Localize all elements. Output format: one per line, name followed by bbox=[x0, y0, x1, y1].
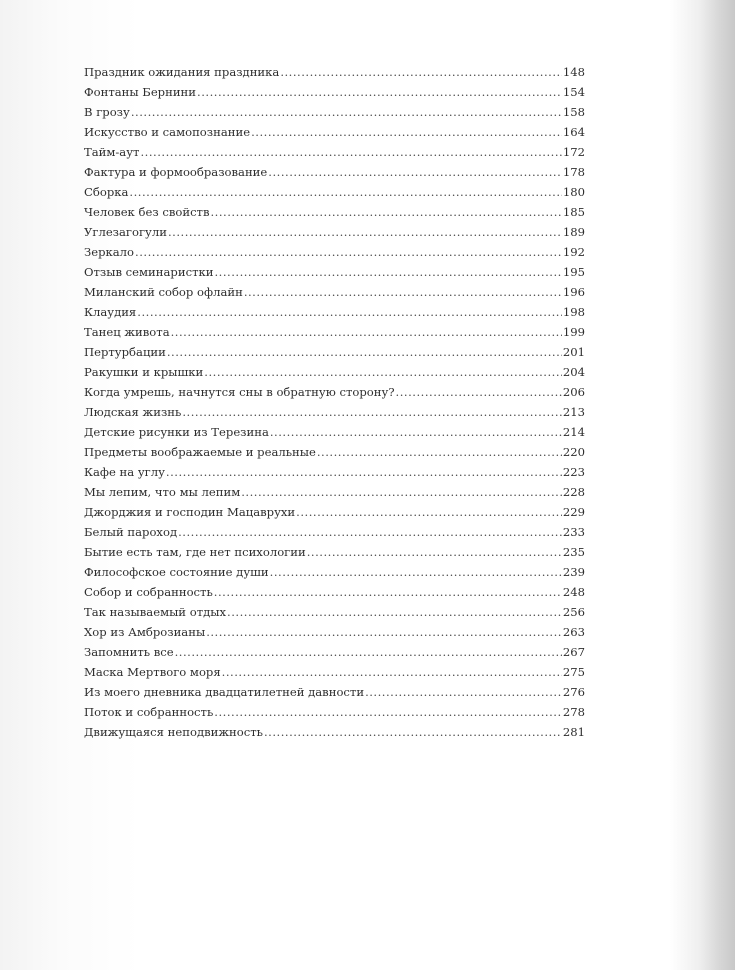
toc-entry bbox=[84, 622, 585, 642]
toc-entry bbox=[84, 462, 585, 482]
toc-entry-page: 275 bbox=[562, 665, 585, 679]
toc-entry-title: Углезагогули bbox=[84, 225, 167, 239]
toc-entry bbox=[84, 62, 585, 82]
dot-leader bbox=[317, 442, 562, 462]
toc-entry-page: 229 bbox=[562, 505, 585, 519]
dot-leader bbox=[204, 362, 562, 382]
toc-entry bbox=[84, 482, 585, 502]
toc-entry bbox=[84, 562, 585, 582]
toc-entry-title: Тайм-аут bbox=[84, 145, 140, 159]
dot-leader bbox=[241, 482, 562, 502]
toc-entry-title: Когда умрешь, начнутся сны в обратную сторону? bbox=[84, 385, 395, 399]
toc-entry-title: Клаудия bbox=[84, 305, 137, 319]
toc-entry-page: 220 bbox=[562, 445, 585, 459]
toc-entry-page: 192 bbox=[562, 245, 585, 259]
toc-entry bbox=[84, 442, 585, 462]
toc-entry bbox=[84, 642, 585, 662]
toc-entry bbox=[84, 162, 585, 182]
dot-leader bbox=[140, 142, 561, 162]
toc-entry-title: Маска Мертвого моря bbox=[84, 665, 221, 679]
toc-entry bbox=[84, 362, 585, 382]
toc-entry-page: 276 bbox=[562, 685, 585, 699]
dot-leader bbox=[214, 702, 562, 722]
toc-entry-page: 213 bbox=[562, 405, 585, 419]
toc-entry-title: Джорджия и господин Мацаврухи bbox=[84, 505, 296, 519]
toc-entry bbox=[84, 522, 585, 542]
toc-entry-title: Из моего дневника двадцатилетней давности bbox=[84, 685, 365, 699]
dot-leader bbox=[206, 622, 562, 642]
dot-leader bbox=[166, 462, 562, 482]
toc-entry-title: Людская жизнь bbox=[84, 405, 182, 419]
toc-entry-title: Так называемый отдых bbox=[84, 605, 227, 619]
toc-entry-title: Хор из Амброзианы bbox=[84, 625, 206, 639]
toc-entry-title: Зеркало bbox=[84, 245, 135, 259]
dot-leader bbox=[135, 242, 562, 262]
toc-entry-title: Фонтаны Бернини bbox=[84, 85, 197, 99]
table-of-contents bbox=[84, 62, 585, 742]
toc-entry bbox=[84, 182, 585, 202]
toc-entry bbox=[84, 502, 585, 522]
toc-entry-title: В грозу bbox=[84, 105, 130, 119]
toc-entry bbox=[84, 542, 585, 562]
toc-entry-title: Запомнить все bbox=[84, 645, 174, 659]
dot-leader bbox=[129, 182, 561, 202]
toc-entry-title: Предметы воображаемые и реальные bbox=[84, 445, 316, 459]
toc-entry-title: Мы лепим, что мы лепим bbox=[84, 485, 241, 499]
dot-leader bbox=[270, 562, 562, 582]
dot-leader bbox=[307, 542, 562, 562]
dot-leader bbox=[137, 302, 562, 322]
toc-entry bbox=[84, 662, 585, 682]
toc-entry-page: 158 bbox=[562, 105, 585, 119]
toc-entry-title: Пертурбации bbox=[84, 345, 166, 359]
dot-leader bbox=[171, 322, 562, 342]
dot-leader bbox=[222, 662, 562, 682]
toc-entry-title: Фактура и формообразование bbox=[84, 165, 268, 179]
toc-entry bbox=[84, 722, 585, 742]
toc-entry-title: Кафе на углу bbox=[84, 465, 165, 479]
dot-leader bbox=[296, 502, 562, 522]
toc-entry bbox=[84, 222, 585, 242]
toc-entry-page: 172 bbox=[562, 145, 585, 159]
dot-leader bbox=[168, 222, 562, 242]
toc-entry-title: Праздник ожидания праздника bbox=[84, 65, 280, 79]
toc-entry-page: 201 bbox=[562, 345, 585, 359]
toc-entry bbox=[84, 122, 585, 142]
toc-entry-title: Отзыв семинаристки bbox=[84, 265, 214, 279]
toc-entry bbox=[84, 702, 585, 722]
toc-entry bbox=[84, 102, 585, 122]
toc-entry-page: 248 bbox=[562, 585, 585, 599]
dot-leader bbox=[214, 582, 562, 602]
dot-leader bbox=[214, 262, 561, 282]
toc-entry-page: 204 bbox=[562, 365, 585, 379]
toc-entry-page: 195 bbox=[562, 265, 585, 279]
dot-leader bbox=[175, 642, 562, 662]
toc-entry-title: Детские рисунки из Терезина bbox=[84, 425, 269, 439]
toc-entry-page: 196 bbox=[562, 285, 585, 299]
toc-entry-page: 267 bbox=[562, 645, 585, 659]
toc-entry-page: 154 bbox=[562, 85, 585, 99]
dot-leader bbox=[182, 402, 562, 422]
dot-leader bbox=[178, 522, 562, 542]
toc-entry bbox=[84, 262, 585, 282]
dot-leader bbox=[396, 382, 562, 402]
dot-leader bbox=[197, 82, 562, 102]
dot-leader bbox=[365, 682, 562, 702]
toc-entry bbox=[84, 602, 585, 622]
toc-entry bbox=[84, 382, 585, 402]
toc-entry-title: Искусство и самопознание bbox=[84, 125, 251, 139]
toc-entry-page: 206 bbox=[562, 385, 585, 399]
toc-entry-title: Движущаяся неподвижность bbox=[84, 725, 263, 739]
toc-entry-page: 239 bbox=[562, 565, 585, 579]
dot-leader bbox=[167, 342, 562, 362]
toc-entry-title: Белый пароход bbox=[84, 525, 178, 539]
toc-entry bbox=[84, 402, 585, 422]
toc-entry-title: Ракушки и крышки bbox=[84, 365, 204, 379]
toc-entry-title: Человек без свойств bbox=[84, 205, 210, 219]
toc-entry-page: 148 bbox=[562, 65, 585, 79]
toc-entry bbox=[84, 282, 585, 302]
toc-entry-page: 189 bbox=[562, 225, 585, 239]
dot-leader bbox=[264, 722, 562, 742]
toc-entry bbox=[84, 82, 585, 102]
toc-entry bbox=[84, 242, 585, 262]
toc-entry bbox=[84, 582, 585, 602]
dot-leader bbox=[244, 282, 562, 302]
toc-entry-page: 185 bbox=[562, 205, 585, 219]
toc-entry-page: 180 bbox=[562, 185, 585, 199]
dot-leader bbox=[270, 422, 562, 442]
toc-entry-title: Собор и собранность bbox=[84, 585, 213, 599]
toc-entry bbox=[84, 202, 585, 222]
toc-entry-title: Танец живота bbox=[84, 325, 170, 339]
dot-leader bbox=[131, 102, 562, 122]
dot-leader bbox=[211, 202, 562, 222]
toc-entry-page: 281 bbox=[562, 725, 585, 739]
toc-entry bbox=[84, 342, 585, 362]
toc-entry-title: Философское состояние души bbox=[84, 565, 269, 579]
toc-entry-page: 164 bbox=[562, 125, 585, 139]
toc-entry-page: 228 bbox=[562, 485, 585, 499]
toc-entry-page: 178 bbox=[562, 165, 585, 179]
toc-entry-title: Бытие есть там, где нет психологии bbox=[84, 545, 306, 559]
toc-entry-title: Поток и собранность bbox=[84, 705, 214, 719]
toc-entry-title: Сборка bbox=[84, 185, 129, 199]
toc-entry bbox=[84, 302, 585, 322]
toc-entry-page: 263 bbox=[562, 625, 585, 639]
toc-entry-page: 256 bbox=[562, 605, 585, 619]
toc-entry bbox=[84, 142, 585, 162]
toc-entry-page: 233 bbox=[562, 525, 585, 539]
toc-entry-page: 235 bbox=[562, 545, 585, 559]
toc-entry-page: 214 bbox=[562, 425, 585, 439]
dot-leader bbox=[227, 602, 562, 622]
toc-entry-page: 198 bbox=[562, 305, 585, 319]
toc-entry-title: Миланский собор офлайн bbox=[84, 285, 243, 299]
toc-entry-page: 223 bbox=[562, 465, 585, 479]
toc-entry bbox=[84, 322, 585, 342]
toc-entry bbox=[84, 422, 585, 442]
dot-leader bbox=[268, 162, 562, 182]
toc-entry-page: 278 bbox=[562, 705, 585, 719]
toc-entry bbox=[84, 682, 585, 702]
dot-leader bbox=[280, 62, 562, 82]
dot-leader bbox=[251, 122, 562, 142]
toc-entry-page: 199 bbox=[562, 325, 585, 339]
